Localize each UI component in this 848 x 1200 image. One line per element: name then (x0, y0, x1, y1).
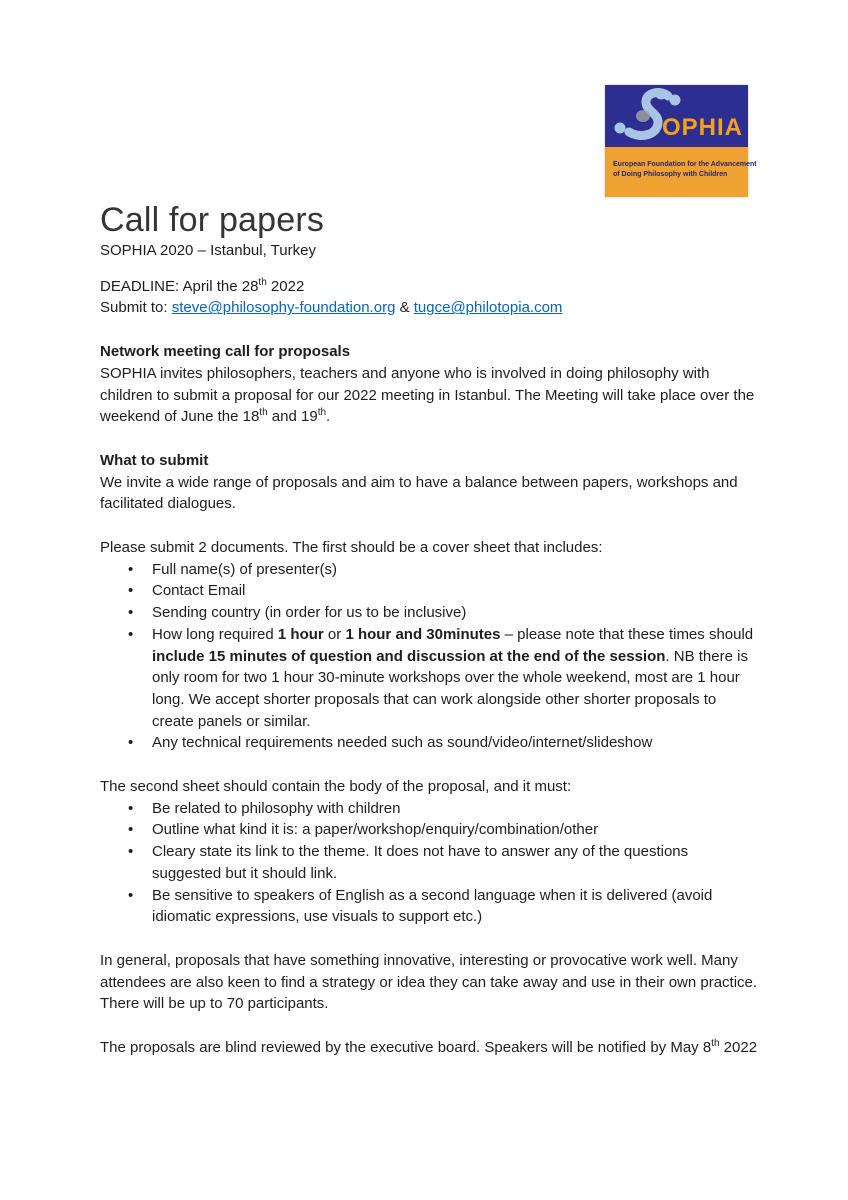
review-year: 2022 (719, 1039, 758, 1057)
list-item: • Cleary state its link to the theme. It does not have to answer any of the questions suggested but it should link. (100, 841, 760, 884)
duration-text: or (323, 625, 346, 643)
logo-tagline-line2: of Doing Philosophy with Children (613, 171, 728, 178)
duration-text: – please note that these times should (500, 625, 754, 643)
network-text-mid: and 19 (267, 408, 318, 426)
list-item: • Contact Email (100, 580, 760, 602)
cover-sheet-bullet-list (100, 559, 760, 754)
section-heading-network: Network meeting call for proposals (100, 343, 351, 361)
submit-line (100, 297, 760, 319)
duration-bold-1hour: 1 hour (277, 625, 324, 643)
deadline-year: 2022 (266, 277, 305, 295)
network-ordinal-19th: th (317, 407, 327, 419)
submit-label: Submit to: (100, 299, 172, 317)
network-ordinal-18th: th (259, 407, 268, 419)
general-advice-paragraph: In general, proposals that have something innovative, interesting or provocative work well. Many attendees are also keen to find a strategy or idea they can take away and use in their own practice. There will be up to 70 participants. (100, 951, 758, 1013)
review-text: The proposals are blind reviewed by the executive board. Speakers will be notified by May 8 (100, 1039, 712, 1057)
subtitle: SOPHIA 2020 – Istanbul, Turkey (100, 242, 316, 259)
duration-text: How long required (152, 625, 278, 643)
section-heading-what-to-submit: What to submit (100, 451, 209, 469)
list-item: • Be related to philosophy with children (100, 798, 760, 820)
network-paragraph (100, 363, 760, 428)
deadline-ordinal: th (258, 276, 267, 288)
list-item: • Be sensitive to speakers of English as a second language when it is delivered (avoid idiomatic expressions, use visuals to support etc.) (100, 885, 760, 928)
network-text-end: . (326, 408, 331, 426)
page-title: Call for papers (100, 201, 325, 239)
list-item: • Outline what kind it is: a paper/workshop/enquiry/combination/other (100, 819, 760, 841)
list-item: • Sending country (in order for us to be inclusive) (100, 602, 760, 624)
duration-bold-15min-note: include 15 minutes of question and discussion at the end of the session (152, 647, 666, 665)
logo-wordmark: OPHIA (661, 114, 743, 141)
second-sheet-intro: The second sheet should contain the body of the proposal, and it must: (100, 778, 572, 796)
deadline-line (100, 276, 760, 298)
email-link-steve[interactable]: steve@philosophy-foundation.org (171, 299, 396, 317)
review-ordinal-8th: th (711, 1038, 720, 1050)
network-text-start: SOPHIA invites philosophers, teachers and anyone who is involved in doing philosophy with children to submit a proposal for our 2022 meeting in Istanbul. The Meeting will take place over the weekend of June the 18 (100, 364, 755, 426)
duration-text: . NB there is only room for two 1 hour 30-minute workshops over the whole weekend, most are 1 hour long. We accept shorter proposals that can work alongside other shorter proposals to create panels or similar. (152, 647, 748, 730)
second-sheet-bullet-list (100, 798, 760, 928)
list-item: • Any technical requirements needed such as sound/video/internet/slideshow (100, 732, 760, 754)
logo-tagline-line1: European Foundation for the Advancement (613, 161, 757, 168)
deadline-text: DEADLINE: April the 28 (100, 277, 259, 295)
duration-bold-90min: 1 hour and 30minutes (345, 625, 501, 643)
document-content (100, 0, 760, 1059)
list-item: • Full name(s) of presenter(s) (100, 559, 760, 581)
ampersand: & (395, 299, 414, 317)
cover-sheet-intro: Please submit 2 documents. The first should be a cover sheet that includes: (100, 539, 603, 557)
email-link-tugce[interactable]: tugce@philotopia.com (413, 299, 563, 317)
list-item (100, 624, 760, 733)
what-paragraph: We invite a wide range of proposals and aim to have a balance between papers, workshops and facilitated dialogues. (100, 473, 738, 513)
review-paragraph (100, 1037, 760, 1059)
